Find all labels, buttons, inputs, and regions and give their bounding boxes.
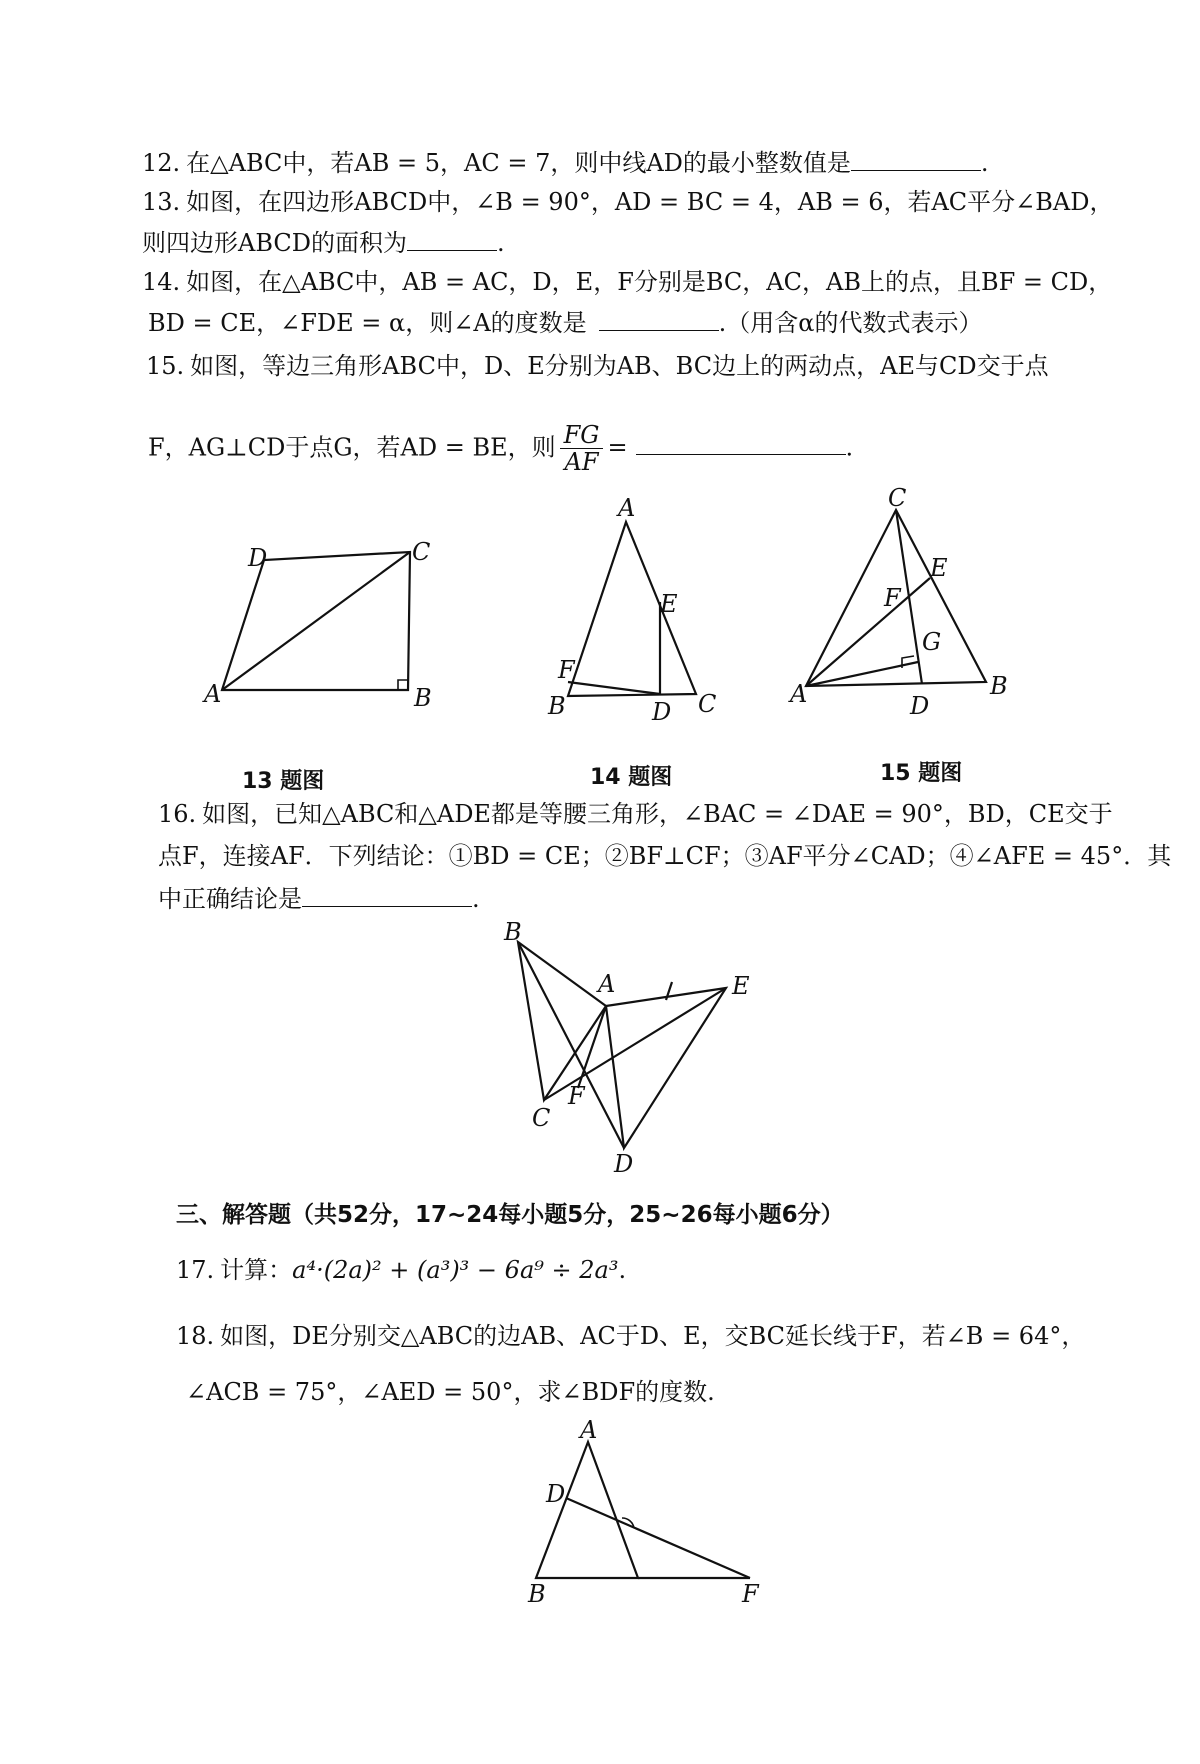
q15-period: . [845,433,854,462]
fig16-label-C: C [532,1104,551,1132]
q16-text-2: 点F，连接AF．下列结论：①BD = CE；②BF⊥CF；③AF平分∠CAD；④∠AFE = 45°．其 [158,842,1172,870]
q15-text-2a: F，AG⊥CD于点G，若AD = BE，则 [148,433,556,462]
section-3-heading: 三、解答题（共52分，17~24每小题5分，25~26每小题6分） [176,1202,844,1228]
fig14-label-C: C [698,690,717,718]
fig18-label-A: A [580,1420,598,1444]
q17-number: 17. [176,1256,215,1284]
caption-fig13: 13 题图 [242,769,325,794]
question-12 [142,148,989,178]
fig13-label-C: C [412,538,431,566]
fig14-label-D: D [652,698,672,726]
figure-15 [788,484,1008,720]
q13-text-1: 如图，在四边形ABCD中，∠B = 90°，AD = BC = 4，AB = 6，若AC平分∠BAD， [186,188,1114,216]
question-18-line1 [176,1322,1085,1351]
q15-answer-blank[interactable] [636,432,846,455]
question-16-line1 [158,800,1113,829]
fig16-label-A: A [598,970,616,998]
q17-label: 计算： [220,1256,293,1284]
question-15-line1 [146,352,1049,381]
fig18-label-F: F [742,1580,759,1608]
question-17 [176,1256,626,1285]
fig15-label-E: E [930,554,948,582]
q13-answer-blank[interactable] [407,228,497,251]
figures-13-14-15 [0,480,1200,750]
q16-period: . [472,885,480,913]
q16-text-3: 中正确结论是 [158,885,302,913]
q13-number: 13. [142,188,181,216]
q14-number: 14. [142,268,181,296]
q17-expression: a⁴·(2a)² + (a³)³ − 6a⁹ ÷ 2a³ [292,1256,619,1284]
fig15-label-G: G [922,628,942,656]
q12-number: 12. [142,149,181,177]
fig16-label-E: E [732,972,750,1000]
question-16-line2 [158,842,1171,871]
fig15-label-C: C [888,484,907,512]
fig14-label-E: E [660,590,678,618]
figure-18 [0,1420,1200,1620]
q18-text-2: ∠ACB = 75°，∠AED = 50°，求∠BDF的度数. [186,1378,715,1406]
fig15-label-B: B [990,672,1008,700]
q18-number: 18. [176,1322,215,1350]
fig13-label-B: B [414,684,432,712]
fig14-label-F: F [558,656,575,684]
fig15-label-A: A [790,680,808,708]
fig18-label-D: D [546,1480,566,1508]
q17-period: . [618,1256,627,1284]
fig15-label-D: D [910,692,930,720]
q12-text: 在△ABC中，若AB = 5，AC = 7，则中线AD的最小整数值是 [186,149,851,177]
q12-answer-blank[interactable] [851,148,981,171]
q14-text-2a: BD = CE，∠FDE = α，则∠A的度数是 [148,309,587,337]
q14-text-1: 如图，在△ABC中，AB = AC，D，E，F分别是BC，AC，AB上的点，且BF = CD， [186,268,1113,296]
q15-numerator: FG [560,422,604,449]
question-13-line2 [142,228,505,258]
q16-text-1: 如图，已知△ABC和△ADE都是等腰三角形，∠BAC = ∠DAE = 90°，BD，CE交于 [202,800,1113,828]
q18-text-1: 如图，DE分别交△ABC的边AB、AC于D、E，交BC延长线于F，若∠B = 64°， [220,1322,1086,1350]
q13-text-2: 则四边形ABCD的面积为 [142,229,408,257]
figure-13 [202,538,432,712]
figure-14 [547,494,716,726]
q14-text-2b: .（用含α的代数式表示） [718,309,983,337]
q15-fraction [560,422,604,476]
q13-period: . [497,229,505,257]
fig16-label-F: F [568,1082,585,1110]
fig14-label-A: A [618,494,636,522]
q15-denominator: AF [564,448,599,477]
question-14-line2 [148,308,983,338]
q15-number: 15. [146,352,185,380]
q16-number: 16. [158,800,197,828]
q16-answer-blank[interactable] [302,884,472,907]
question-18-line2 [186,1378,715,1407]
question-14-line1 [142,268,1112,297]
caption-fig14: 14 题图 [590,765,673,790]
q15-text-1: 如图，等边三角形ABC中，D、E分别为AB、BC边上的两动点，AE与CD交于点 [190,352,1049,380]
fig18-label-B: B [528,1580,546,1608]
question-13-line1 [142,188,1114,217]
fig14-label-B: B [548,692,566,720]
q15-equals: = [607,433,628,462]
q14-answer-blank[interactable] [599,308,719,331]
question-15-line2 [148,422,853,476]
fig15-label-F: F [884,584,901,612]
fig13-label-D: D [248,544,268,572]
fig16-label-D: D [614,1150,634,1178]
fig13-label-A: A [204,680,222,708]
fig16-label-B: B [504,918,522,946]
caption-fig15: 15 题图 [880,761,963,786]
figure-16 [0,910,1200,1180]
q12-period: . [980,149,989,177]
